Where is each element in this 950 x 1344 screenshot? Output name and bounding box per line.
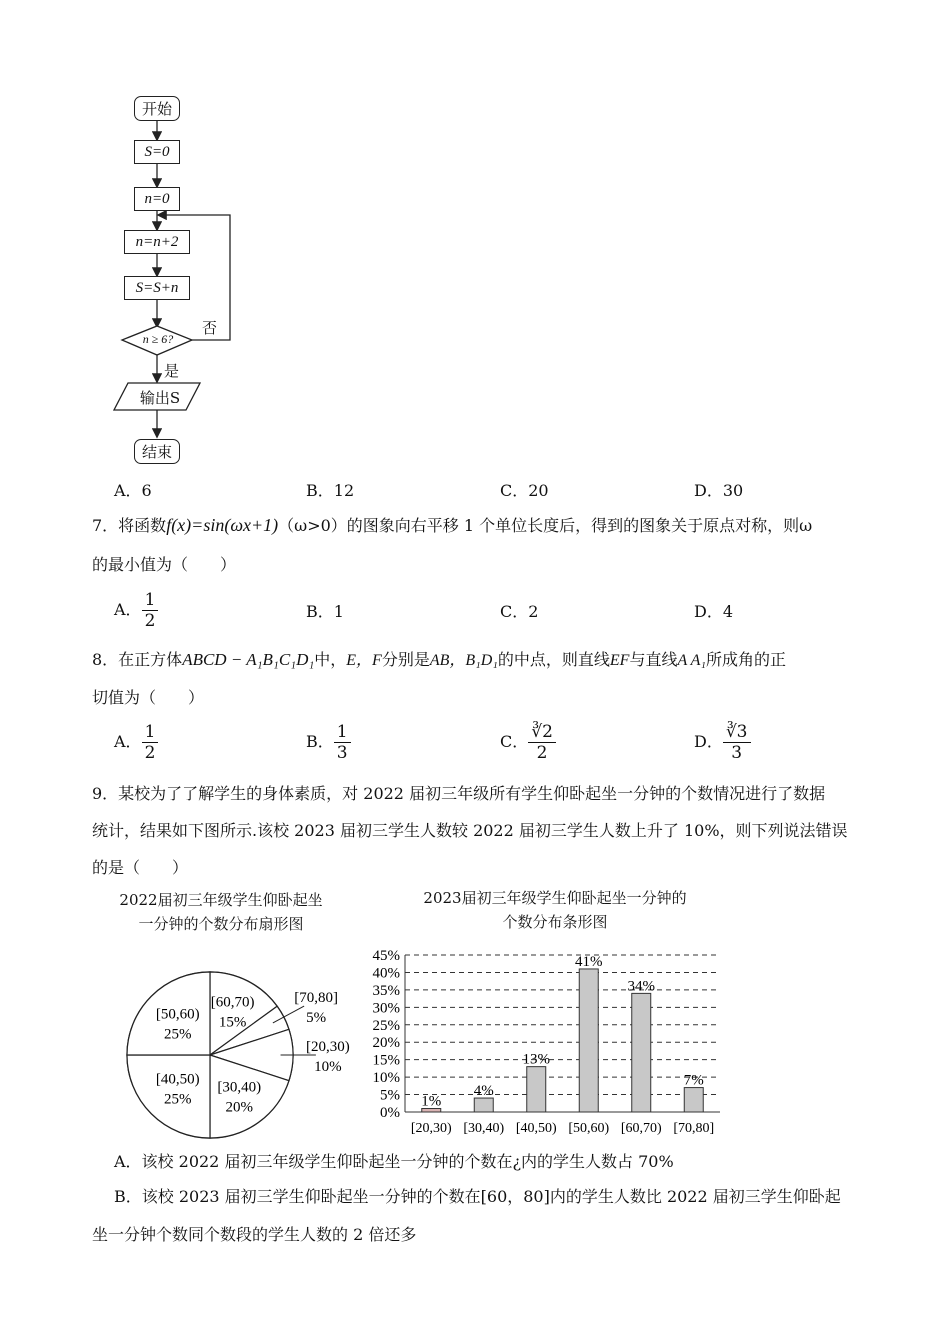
q8-option-b: B． $\frac{1}{3}$ — [306, 722, 351, 763]
no-label: 否 — [202, 319, 218, 337]
yes-label: 是 — [164, 362, 180, 380]
init-n-box — [134, 187, 180, 211]
bar-y-tick-label: 30% — [372, 1000, 400, 1017]
bar-y-tick-label: 0% — [380, 1105, 400, 1121]
pie-category-label: [70,80] — [294, 990, 339, 1007]
pie-value-label: 5% — [306, 1010, 327, 1027]
pie-category-label: [20,30) — [306, 1039, 350, 1055]
accumulate-s-box — [124, 276, 190, 300]
init-s-box — [134, 140, 180, 164]
increment-n-box — [124, 230, 190, 254]
bar-data-label: 41% — [575, 953, 603, 970]
q7-line1: 7．将函数f(x)=sin(ωx+1)（ω>0）的图象向右平移 1 个单位长度后，得到的图象关于原点对称，则ω — [92, 515, 813, 535]
q7-option-c: C．2 — [500, 602, 539, 621]
bar-y-tick-label: 45% — [372, 948, 400, 964]
bar-rect — [684, 1088, 703, 1112]
bar-title-line1: 2023届初三年级学生仰卧起坐一分钟的 — [423, 889, 687, 907]
q9-line2: 统计，结果如下图所示.该校 2023 届初三学生人数较 2022 届初三学生人数上升了 10%，则下列说法错误 — [92, 821, 848, 840]
bar-y-tick-label: 25% — [372, 1017, 400, 1034]
pie-title-line2: 一分钟的个数分布扇形图 — [138, 915, 304, 933]
pie-category-label: [60,70) — [210, 994, 255, 1011]
q9-option-b-line1: B．该校 2023 届初三学生仰卧起坐一分钟的个数在[60，80]内的学生人数比 2022 届初三学生仰卧起 — [114, 1187, 841, 1206]
q8-line1: 8．在正方体ABCD − A₁B₁C₁D₁中，E，F分别是AB，B₁D₁的中点，则直线EF与直线A A₁所成角的正 — [92, 650, 786, 669]
bar-y-tick-label: 35% — [372, 982, 400, 999]
bar-y-tick-label: 15% — [372, 1052, 400, 1069]
bar-y-tick-label: 20% — [372, 1035, 400, 1052]
pie-category-label: [50,60) — [155, 1006, 200, 1023]
q7-option-a: A． $\frac{1}{2}$ — [114, 590, 158, 631]
q9-line1: 9．某校为了了解学生的身体素质，对 2022 届初三年级所有学生仰卧起坐一分钟的个数情况进行了数据 — [92, 784, 826, 803]
pie-category-label: [40,50) — [155, 1071, 200, 1088]
bar-data-label: 13% — [522, 1051, 550, 1068]
bar-category-label: [70,80] — [673, 1121, 715, 1136]
pie-chart-title — [96, 888, 346, 936]
pie-category-label: [30,40) — [217, 1079, 262, 1096]
q8-line2: 切值为（ ） — [92, 688, 205, 707]
accumulate-s-label: S=S+n — [135, 279, 179, 296]
init-s-label: S=0 — [144, 143, 170, 160]
bar-rect — [527, 1067, 546, 1112]
bar-data-label: 1% — [421, 1093, 442, 1110]
pie-value-label: 20% — [225, 1099, 254, 1116]
q7-line2: 的最小值为（ ） — [92, 555, 237, 574]
q9-option-a: A．该校 2022 届初三年级学生仰卧起坐一分钟的个数在¿内的学生人数占 70% — [114, 1152, 674, 1171]
q8-cube-name: ABCD − A₁B₁C₁D₁ — [182, 650, 315, 669]
end-label: 结束 — [141, 443, 172, 461]
pie-title-line1: 2022届初三年级学生仰卧起坐 — [119, 891, 323, 909]
q6-option-c: C．20 — [500, 481, 549, 500]
bar-y-tick-label: 5% — [380, 1087, 400, 1104]
bar-title-line2: 个数分布条形图 — [502, 913, 608, 931]
q9-option-b-line2: 坐一分钟个数同个数段的学生人数的 2 倍还多 — [92, 1225, 417, 1244]
pie-value-label: 15% — [218, 1014, 247, 1031]
bar-rect — [474, 1098, 493, 1112]
pie-value-label: 25% — [163, 1026, 192, 1043]
bar-data-label: 4% — [473, 1083, 494, 1100]
q6-option-a: A．6 — [114, 481, 152, 500]
bar-category-label: [30,40) — [463, 1121, 505, 1136]
increment-n-label: n=n+2 — [135, 233, 179, 250]
q7-option-d: D．4 — [694, 602, 734, 621]
init-n-label: n=0 — [144, 190, 170, 207]
bar-chart — [355, 945, 735, 1140]
q6-option-d: D．30 — [694, 481, 744, 500]
bar-category-label: [50,60) — [568, 1121, 610, 1136]
pie-chart — [110, 965, 360, 1145]
q9-line3: 的是（ ） — [92, 858, 189, 877]
bar-y-tick-label: 10% — [372, 1070, 400, 1087]
condition-label: n ≥ 6? — [142, 332, 174, 346]
bar-category-label: [20,30) — [410, 1121, 452, 1136]
output-label: 输出S — [139, 389, 181, 407]
end-node — [134, 439, 180, 464]
bar-data-label: 34% — [627, 978, 655, 995]
bar-rect — [632, 993, 651, 1112]
q8-option-d: D． $\frac{∛3}{3}$ — [694, 722, 751, 763]
bar-data-label: 7% — [683, 1072, 704, 1089]
bar-category-label: [40,50) — [515, 1121, 557, 1136]
start-node — [134, 96, 180, 121]
bar-chart-title — [390, 886, 720, 934]
q6-option-b: B．12 — [306, 481, 355, 500]
pie-value-label: 25% — [163, 1091, 192, 1108]
q8-option-a: A． $\frac{1}{2}$ — [114, 722, 158, 763]
bar-rect — [579, 969, 598, 1112]
bar-y-tick-label: 40% — [372, 965, 400, 982]
bar-category-label: [60,70) — [620, 1121, 662, 1136]
q7-formula: f(x)=sin(ωx+1) — [166, 515, 279, 535]
q7-option-b: B．1 — [306, 602, 344, 621]
pie-value-label: 10% — [314, 1059, 342, 1075]
start-label: 开始 — [141, 100, 172, 118]
q8-option-c: C． $\frac{∛2}{2}$ — [500, 722, 556, 763]
